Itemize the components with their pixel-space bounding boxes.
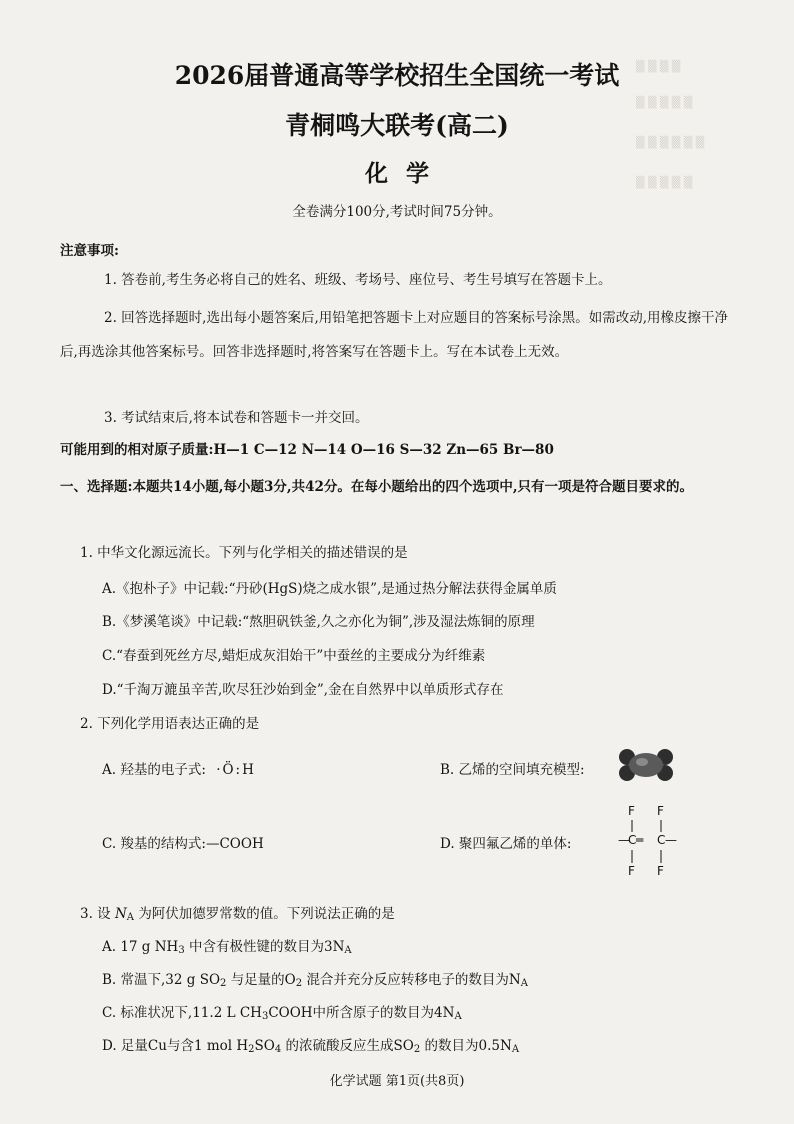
- q3-stem-post: 为阿伏加德罗常数的值。下列说法正确的是: [138, 906, 395, 922]
- q3-stem-pre: 3. 设: [80, 906, 111, 922]
- q3-b-na-sub: A: [520, 978, 528, 989]
- notes-item-2: 2. 回答选择题时,选出每小题答案后,用铅笔把答题卡上对应题目的答案标号涂黑。如需改动,用橡皮擦干净后,再选涂其他答案标号。回答非选择题时,将答案写在答题卡上。写在本试卷上无效。: [60, 310, 729, 360]
- q1-option-b: B.《梦溪笔谈》中记载:“熬胆矾铁釜,久之亦化为铜”,涉及湿法炼铜的原理: [102, 614, 535, 630]
- page-footer: 化学试题 第1页(共8页): [329, 1074, 465, 1089]
- q2-option-a-label: A. 羟基的电子式:: [102, 762, 206, 778]
- q3-b-post: 混合并充分反应转移电子的数目为N: [306, 972, 521, 988]
- q3-c-pre: C. 标准状况下,11.2 L CH: [102, 1005, 262, 1021]
- q3-d-post: 的浓硫酸反应生成SO: [285, 1038, 414, 1054]
- notes-item-3: 3. 考试结束后,将本试卷和答题卡一并交回。: [104, 410, 369, 426]
- q3-b-sub2: 2: [295, 978, 303, 989]
- q3-d-pre: D. 足量Cu与含1 mol H: [102, 1038, 249, 1054]
- q3-d-sub1: 2: [248, 1044, 255, 1055]
- bleed-through-mark: ▒ ▒ ▒ ▒: [636, 60, 681, 73]
- q3-d-end: 的数目为0.5N: [424, 1038, 512, 1054]
- struct-bond-right: —: [665, 833, 677, 847]
- struct-bond-left: —: [618, 833, 630, 847]
- struct-f-bottom-left: F: [628, 864, 635, 878]
- q1-option-a: A.《抱朴子》中记载:“丹砂(HgS)烧之成水银”,是通过热分解法获得金属单质: [102, 581, 557, 597]
- struct-c-left: C: [628, 833, 637, 847]
- atomic-masses: 可能用到的相对原子质量:H—1 C—12 N—14 O—16 S—32 Zn—65 Br—80: [60, 442, 554, 458]
- q3-d-mid1: SO: [254, 1038, 275, 1054]
- q3-a-sub: 3: [178, 945, 185, 956]
- exam-info: 全卷满分100分,考试时间75分钟。: [292, 204, 502, 220]
- q1-option-c: C.“春蚕到死丝方尽,蜡炬成灰泪始干”中蚕丝的主要成分为纤维素: [102, 648, 486, 664]
- q3-na-sub: A: [126, 912, 135, 923]
- q3-d-na-sub: A: [511, 1044, 520, 1055]
- q3-b-pre: B. 常温下,32 g SO: [102, 972, 221, 988]
- q2-option-b: B. 乙烯的空间填充模型:: [440, 762, 585, 778]
- q3-a-post: 中含有极性键的数目为3N: [189, 939, 345, 955]
- section-heading: 一、选择题:本题共14小题,每小题3分,共42分。在每小题给出的四个选项中,只有一项是符合题目要求的。: [60, 479, 694, 495]
- q1-stem: 1. 中华文化源远流长。下列与化学相关的描述错误的是: [80, 545, 408, 561]
- q3-a-pre: A. 17 g NH: [102, 939, 179, 955]
- q2-stem: 2. 下列化学用语表达正确的是: [80, 716, 260, 732]
- bleed-through-mark: ▒ ▒ ▒ ▒ ▒: [636, 96, 693, 109]
- bleed-through-mark: ▒ ▒ ▒ ▒ ▒ ▒: [636, 136, 705, 149]
- ethylene-space-filling-model: [614, 748, 678, 782]
- q3-na: N: [114, 906, 127, 922]
- subject-title: 化学: [365, 160, 447, 187]
- q3-d-sub3: 2: [413, 1044, 421, 1055]
- q3-b-mid: 与足量的O: [230, 972, 296, 988]
- q3-option-d: [102, 1034, 519, 1055]
- bleed-through-mark: ▒ ▒ ▒ ▒ ▒: [636, 176, 693, 189]
- notes-item-1: 1. 答卷前,考生务必将自己的姓名、班级、考场号、座位号、考生号填写在答题卡上。: [104, 272, 612, 288]
- struct-vertical-bonds: [626, 818, 676, 866]
- q3-a-na-sub: A: [344, 945, 352, 956]
- q3-d-sub2: 4: [274, 1044, 282, 1055]
- q2-option-c: C. 羧基的结构式:—COOH: [102, 836, 264, 852]
- q2-option-d: D. 聚四氟乙烯的单体:: [440, 836, 572, 852]
- hydroxyl-electron-formula: ·Ö:H: [216, 762, 256, 778]
- struct-f-top-left: F: [628, 804, 635, 818]
- q3-option-a: [102, 935, 352, 956]
- struct-f-top-right: F: [657, 804, 664, 818]
- exam-title: 2026届普通高等学校招生全国统一考试: [174, 61, 620, 90]
- q3-b-sub1: 2: [220, 978, 227, 989]
- q1-option-d: D.“千淘万漉虽辛苦,吹尽狂沙始到金”,金在自然界中以单质形式存在: [102, 682, 504, 698]
- exam-subtitle: 青桐鸣大联考(高二): [285, 111, 509, 140]
- q3-stem: [80, 902, 395, 923]
- struct-f-bottom-right: F: [657, 864, 664, 878]
- q3-c-post: COOH中所含原子的数目为4N: [268, 1005, 455, 1021]
- struct-c-right: C: [657, 833, 666, 847]
- q3-option-c: [102, 1001, 462, 1022]
- q2-option-a: [102, 758, 256, 778]
- q3-c-na-sub: A: [454, 1011, 462, 1022]
- notes-heading: 注意事项:: [60, 243, 119, 259]
- struct-double-bond: ═: [636, 833, 643, 847]
- q3-c-sub: 3: [261, 1011, 269, 1022]
- q3-option-b: [102, 968, 528, 989]
